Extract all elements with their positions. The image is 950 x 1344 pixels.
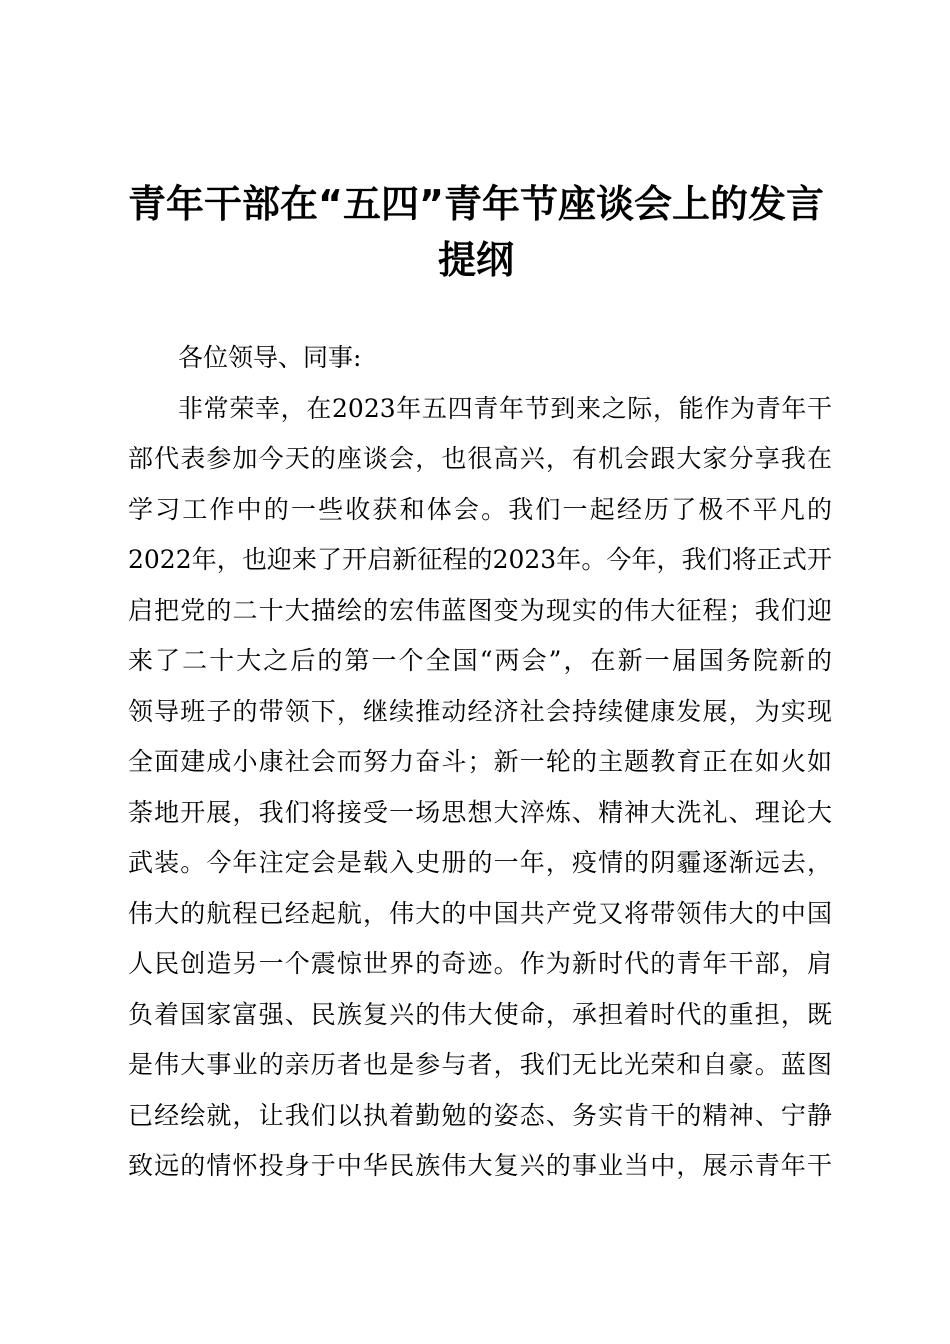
paragraph-line: 学习工作中的一些收获和体会。我们一起经历了极不平凡的 [128, 494, 832, 524]
paragraph-line: 全面建成小康社会而努力奋斗；新一轮的主题教育正在如火如 [128, 747, 832, 776]
paragraph-line: 已经绘就，让我们以执着勤勉的姿态、务实肯干的精神、宁静 [128, 1100, 832, 1130]
paragraph-line: 2022年，也迎来了开启新征程的2023年。今年，我们将正式开 [128, 545, 832, 574]
document-body [128, 333, 832, 1192]
document-title: 青年干部在“五四”青年节座谈会上的发言提纲 [128, 182, 824, 282]
paragraph-line: 部代表参加今天的座谈会，也很高兴，有机会跟大家分享我在 [128, 444, 832, 473]
salutation: 各位领导、同事: [178, 343, 362, 372]
paragraph-line: 来了二十大之后的第一个全国“两会”，在新一届国务院新的 [128, 646, 832, 675]
paragraph-line: 是伟大事业的亲历者也是参与者，我们无比光荣和自豪。蓝图 [128, 1050, 832, 1079]
paragraph-line: 非常荣幸，在2023年五四青年节到来之际，能作为青年干 [178, 393, 832, 423]
paragraph-line: 致远的情怀投身于中华民族伟大复兴的事业当中，展示青年干 [128, 1151, 832, 1180]
paragraph-line: 荼地开展，我们将接受一场思想大淬炼、精神大洗礼、理论大 [128, 797, 832, 827]
paragraph-line: 负着国家富强、民族复兴的伟大使命，承担着时代的重担，既 [128, 999, 832, 1029]
paragraph-line: 人民创造另一个震惊世界的奇迹。作为新时代的青年干部，肩 [128, 949, 832, 978]
paragraph-line: 伟大的航程已经起航，伟大的中国共产党又将带领伟大的中国 [128, 898, 832, 928]
paragraph-line: 启把党的二十大描绘的宏伟蓝图变为现实的伟大征程；我们迎 [128, 595, 832, 625]
paragraph-line: 武装。今年注定会是载入史册的一年，疫情的阴霾逐渐远去， [128, 848, 832, 877]
paragraph-line: 领导班子的带领下，继续推动经济社会持续健康发展，为实现 [128, 696, 832, 726]
